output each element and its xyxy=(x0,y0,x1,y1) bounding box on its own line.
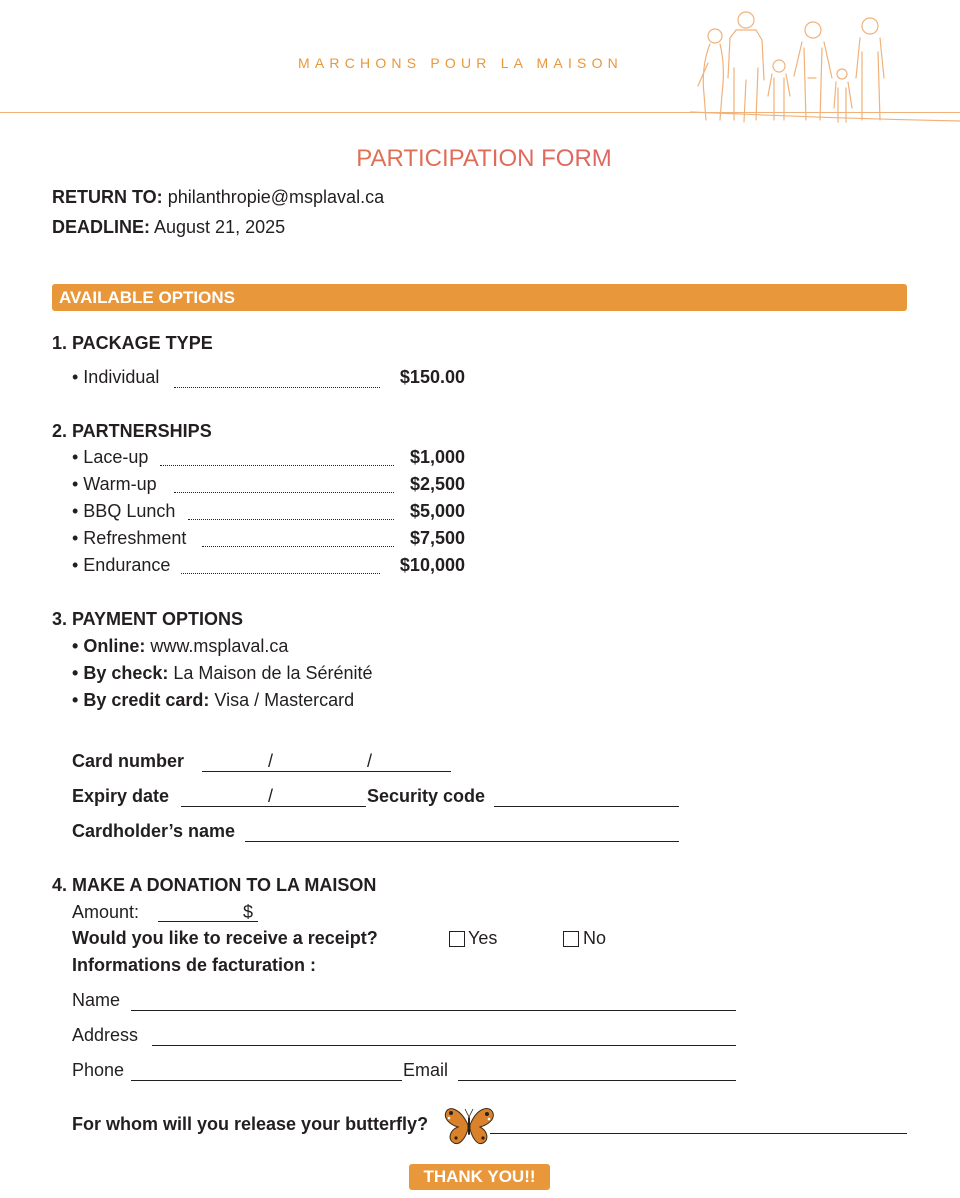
banner-label: AVAILABLE OPTIONS xyxy=(59,288,235,307)
partnerships-heading: 2. PARTNERSHIPS xyxy=(52,421,212,441)
billing-email-field[interactable] xyxy=(458,1080,736,1081)
partnership-label-endurance: • Endurance xyxy=(72,555,171,575)
card-number-separator: / xyxy=(367,751,373,771)
return-to-email: philanthropie@msplaval.ca xyxy=(167,187,385,207)
butterfly-icon xyxy=(443,1103,495,1149)
leader-dots xyxy=(202,546,394,547)
payment-online-label: Online: xyxy=(83,636,146,656)
partnership-price-lace-up: $1,000 xyxy=(409,447,465,467)
thank-you-label: THANK YOU!! xyxy=(423,1167,536,1186)
thank-you-badge xyxy=(409,1164,550,1190)
package-item-label: • Individual xyxy=(72,367,160,387)
deadline-label: DEADLINE: xyxy=(52,217,150,237)
cardholder-name-field[interactable] xyxy=(245,841,679,842)
available-options-banner xyxy=(52,284,907,311)
billing-address-field[interactable] xyxy=(152,1045,736,1046)
partnership-label-bbq-lunch: • BBQ Lunch xyxy=(72,501,176,521)
payment-check-label: By check: xyxy=(83,663,169,683)
bullet: • xyxy=(72,690,79,710)
card-number-field[interactable] xyxy=(202,771,451,772)
butterfly-question: For whom will you release your butterfly? xyxy=(72,1114,429,1134)
package-type-heading: 1. PACKAGE TYPE xyxy=(52,333,213,353)
butterfly-recipient-field[interactable] xyxy=(490,1133,907,1134)
receipt-question: Would you like to receive a receipt? xyxy=(72,928,378,948)
deadline-row xyxy=(52,217,285,238)
billing-phone-label: Phone xyxy=(72,1060,125,1080)
expiry-date-label: Expiry date xyxy=(72,786,170,806)
partnership-label-refreshment: • Refreshment xyxy=(72,528,187,548)
billing-name-field[interactable] xyxy=(131,1010,736,1011)
partnership-price-bbq-lunch: $5,000 xyxy=(409,501,465,521)
currency-symbol: $ xyxy=(243,902,254,922)
partnership-label-warm-up: • Warm-up xyxy=(72,474,157,494)
payment-check-value: La Maison de la Sérénité xyxy=(173,663,373,683)
return-to-label: RETURN TO: xyxy=(52,187,163,207)
billing-address-label: Address xyxy=(72,1025,139,1045)
receipt-no-label: No xyxy=(583,928,607,948)
payment-online-value: www.msplaval.ca xyxy=(150,636,289,656)
payment-check-row xyxy=(72,663,373,684)
card-number-separator: / xyxy=(268,751,274,771)
payment-card-row xyxy=(72,690,354,711)
billing-name-label: Name xyxy=(72,990,121,1010)
bullet: • xyxy=(72,663,79,683)
leader-dots xyxy=(188,519,394,520)
cardholder-name-label: Cardholder’s name xyxy=(72,821,236,841)
bullet: • xyxy=(72,636,79,656)
payment-card-value: Visa / Mastercard xyxy=(214,690,355,710)
expiry-date-separator: / xyxy=(268,786,274,806)
family-line-art-icon xyxy=(690,8,960,133)
leader-dots xyxy=(160,465,394,466)
partnership-price-warm-up: $2,500 xyxy=(409,474,465,494)
security-code-field[interactable] xyxy=(494,806,679,807)
payment-options-heading: 3. PAYMENT OPTIONS xyxy=(52,609,244,629)
payment-online-row xyxy=(72,636,288,657)
deadline-value: August 21, 2025 xyxy=(154,217,286,237)
leader-dots xyxy=(181,573,380,574)
payment-card-label: By credit card: xyxy=(83,690,210,710)
donation-heading: 4. MAKE A DONATION TO LA MAISON xyxy=(52,875,377,895)
billing-phone-field[interactable] xyxy=(131,1080,402,1081)
expiry-date-field[interactable] xyxy=(181,806,366,807)
leader-dots xyxy=(174,492,394,493)
partnership-price-refreshment: $7,500 xyxy=(409,528,465,548)
receipt-no-checkbox[interactable] xyxy=(563,931,579,947)
receipt-yes-label: Yes xyxy=(468,928,498,948)
receipt-yes-checkbox[interactable] xyxy=(449,931,465,947)
billing-heading: Informations de facturation : xyxy=(72,955,317,975)
return-to-row xyxy=(52,187,384,208)
partnership-label-lace-up: • Lace-up xyxy=(72,447,149,467)
amount-label: Amount: xyxy=(72,902,140,922)
leader-dots xyxy=(174,387,380,388)
form-title: PARTICIPATION FORM xyxy=(0,145,960,173)
card-number-label: Card number xyxy=(72,751,185,771)
package-item-price: $150.00 xyxy=(399,367,465,387)
security-code-label: Security code xyxy=(367,786,486,806)
billing-email-label: Email xyxy=(403,1060,449,1080)
partnership-price-endurance: $10,000 xyxy=(399,555,465,575)
brand-tagline: MARCHONS POUR LA MAISON xyxy=(298,55,623,71)
